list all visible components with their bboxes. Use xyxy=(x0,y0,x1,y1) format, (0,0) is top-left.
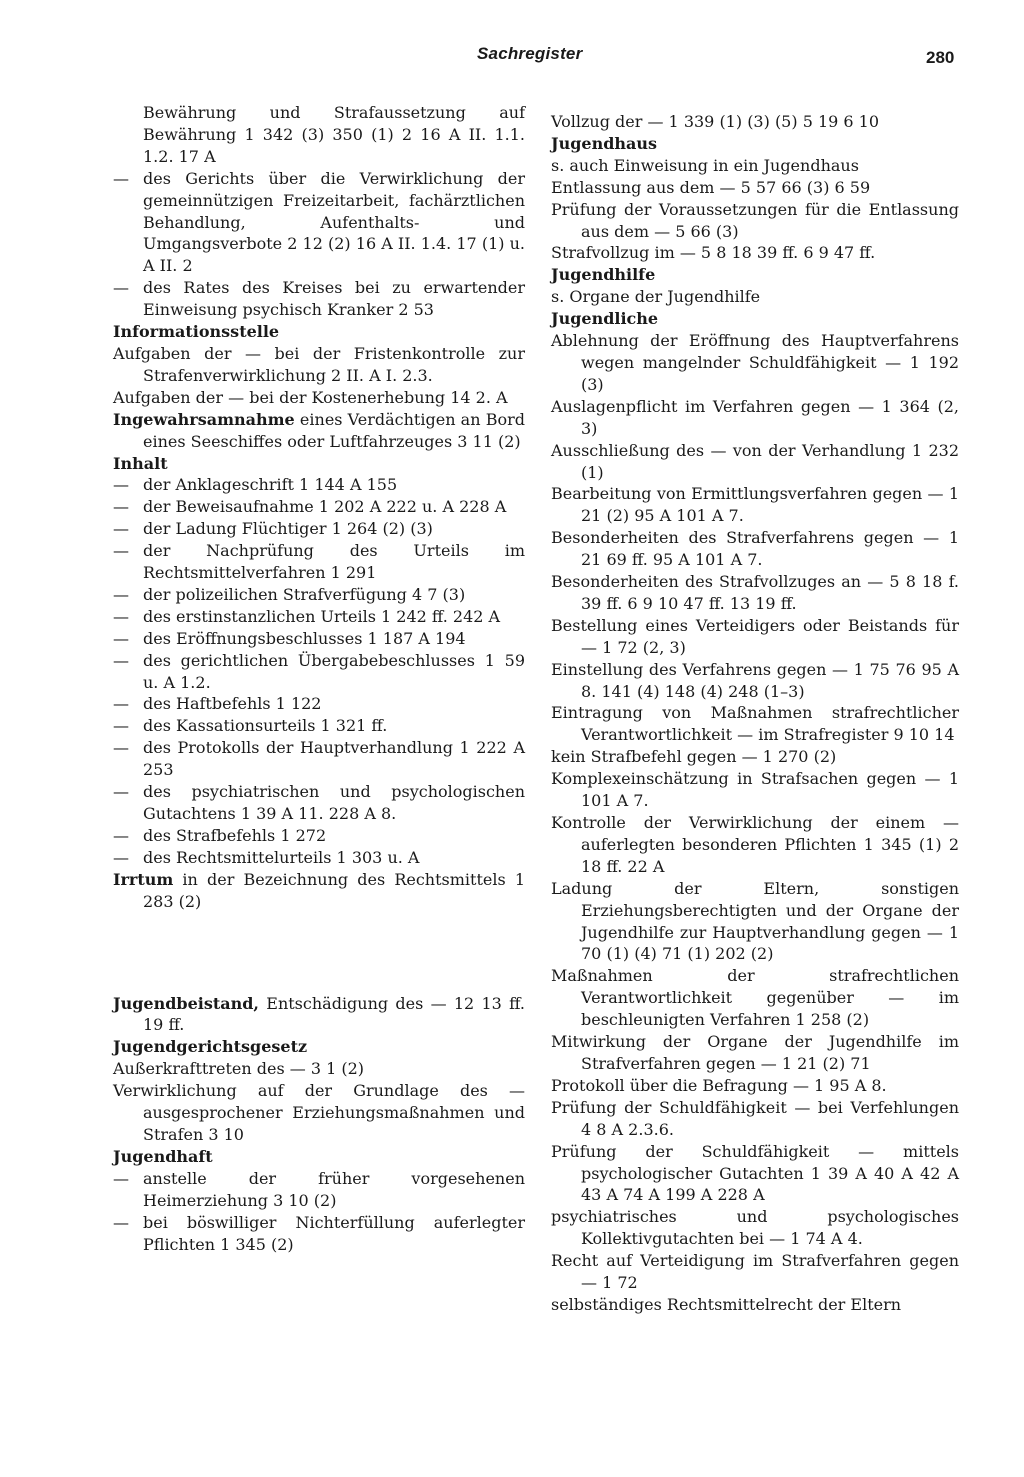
index-subentry: — des Kassationsurteils 1 321 ff. xyxy=(113,715,525,737)
index-entry: Prüfung der Schuldfähigkeit — mittels psychologischer Gutachten 1 39 A 40 A 42 A 43 A 74 A 199 A 228 A xyxy=(551,1141,959,1205)
index-entry: Komplexeinschätzung in Strafsachen gegen — 1 101 A 7. xyxy=(551,769,959,811)
index-subentry: — bei böswilliger Nichterfüllung auferlegter Pflichten 1 345 (2) xyxy=(113,1212,525,1256)
index-entry: Recht auf Verteidigung im Strafverfahren gegen — 1 72 xyxy=(551,1251,959,1293)
index-entry-text: in der Bezeichnung des Rechtsmittels 1 283 (2) xyxy=(143,869,525,911)
index-entry: Eintragung von Maßnahmen strafrechtlicher Verantwortlichkeit — im Strafregister 9 10 14 xyxy=(551,703,959,745)
index-subentry: — der Nachprüfung des Urteils im Rechtsmittelverfahren 1 291 xyxy=(113,540,525,584)
index-entry: Bewährung und Strafaussetzung auf Bewährung 1 342 (3) 350 (1) 2 16 A II. 1.1. 1.2. 17 A xyxy=(143,103,525,166)
index-entry: Mitwirkung der Organe der Jugendhilfe im Strafverfahren gegen — 1 21 (2) 71 xyxy=(551,1032,959,1073)
index-subentry: — der Ladung Flüchtiger 1 264 (2) (3) xyxy=(113,518,525,540)
index-entry: Außerkrafttreten des — 3 1 (2) xyxy=(113,1059,365,1079)
index-subentry: — des Gerichts über die Verwirklichung der gemeinnützigen Freizeitarbeit, fachärztlichen Behandlung, Aufenthalts- und Umgangsverbote 2 12 (2) 16 A II. 1.4. 17 (1) u. A II. 2 xyxy=(113,168,525,278)
index-entry-text: eines Verdächtigen an Bord eines Seeschiffes oder Luftfahrzeuges 3 11 (2) xyxy=(143,409,525,451)
index-entry: Kontrolle der Verwirklichung der einem — auferlegten besonderen Pflichten 1 345 (1) 2 18 ff. 22 A xyxy=(551,813,959,876)
index-entry: s. Organe der Jugendhilfe xyxy=(551,287,761,307)
index-subentry: — des gerichtlichen Übergabebeschlusses 1 59 u. A 1.2. xyxy=(113,650,525,694)
index-entry: Einstellung des Verfahrens gegen — 1 75 76 95 A 8. 141 (4) 148 (4) 248 (1–3) xyxy=(551,659,959,701)
index-heading: Jugendhaus xyxy=(551,133,658,153)
index-subentry: — der Anklageschrift 1 144 A 155 xyxy=(113,474,525,496)
index-heading: Inhalt xyxy=(113,453,168,473)
index-heading: Irrtum xyxy=(113,869,174,889)
index-entry: Besonderheiten des Strafverfahrens gegen — 1 21 69 ff. 95 A 101 A 7. xyxy=(551,528,959,570)
index-column-right xyxy=(551,111,959,1316)
index-entry: Prüfung der Schuldfähigkeit — bei Verfehlungen 4 8 A 2.3.6. xyxy=(551,1097,959,1139)
index-subentry: — der polizeilichen Strafverfügung 4 7 (3) xyxy=(113,584,525,606)
index-entry: s. auch Einweisung in ein Jugendhaus xyxy=(551,155,859,175)
index-subentry: — des Haftbefehls 1 122 xyxy=(113,693,525,715)
index-subentry: — des Rates des Kreises bei zu erwartender Einweisung psychisch Kranker 2 53 xyxy=(113,277,525,321)
index-entry-text: Entschädigung des — 12 13 ff. 19 ff. xyxy=(143,993,525,1035)
index-heading: Jugendhaft xyxy=(113,1146,213,1166)
index-entry: Bestellung eines Verteidigers oder Beistands für — 1 72 (2, 3) xyxy=(551,615,959,657)
index-subentry: — der Beweisaufnahme 1 202 A 222 u. A 228 A xyxy=(113,496,525,518)
index-heading: Jugendbeistand, xyxy=(113,993,259,1013)
index-entry: Prüfung der Voraussetzungen für die Entlassung aus dem — 5 66 (3) xyxy=(551,199,959,241)
index-subentry: — des erstinstanzlichen Urteils 1 242 ff. 242 A xyxy=(113,606,525,628)
index-subentry: — des psychiatrischen und psychologischen Gutachtens 1 39 A 11. 228 A 8. xyxy=(113,781,525,825)
index-entry: Ladung der Eltern, sonstigen Erziehungsberechtigten und der Organe der Jugendhilfe zur Hauptverhandlung gegen — 1 70 (1) (4) 71 (1) 202 (2) xyxy=(551,878,959,964)
index-entry-ingewahrsamnahme xyxy=(113,409,525,453)
index-entry: psychiatrisches und psychologisches Kollektivgutachten bei — 1 74 A 4. xyxy=(551,1207,959,1249)
index-entry: Bearbeitung von Ermittlungsverfahren gegen — 1 21 (2) 95 A 101 A 7. xyxy=(551,484,959,526)
index-entry: Vollzug der — 1 339 (1) (3) (5) 5 19 6 10 xyxy=(551,112,880,131)
index-entry: kein Strafbefehl gegen — 1 270 (2) xyxy=(551,747,837,767)
index-entry: Strafvollzug im — 5 8 18 39 ff. 6 9 47 ff. xyxy=(551,243,876,263)
index-entry: Ausschließung des — von der Verhandlung 1 232 (1) xyxy=(551,440,959,482)
index-entry: Entlassung aus dem — 5 57 66 (3) 6 59 xyxy=(551,177,871,197)
index-entry: Auslagenpflicht im Verfahren gegen — 1 364 (2, 3) xyxy=(551,396,959,438)
index-entry: Protokoll über die Befragung — 1 95 A 8. xyxy=(551,1075,887,1095)
index-entry: Aufgaben der — bei der Fristenkontrolle zur Strafenverwirklichung 2 II. A I. 2.3. xyxy=(113,343,525,385)
index-entry: Verwirklichung auf der Grundlage des — ausgesprochener Erziehungsmaßnahmen und Strafen 3 10 xyxy=(113,1081,525,1144)
index-subentry: — des Strafbefehls 1 272 xyxy=(113,825,525,847)
page-number: 280 xyxy=(926,48,955,67)
index-heading: Ingewahrsamnahme xyxy=(113,409,295,429)
index-column-left xyxy=(113,102,525,1255)
index-heading: Jugendhilfe xyxy=(551,265,656,285)
index-subentry: — des Rechtsmittelurteils 1 303 u. A xyxy=(113,847,525,869)
index-subentry: — des Protokolls der Hauptverhandlung 1 222 A 253 xyxy=(113,737,525,781)
index-entry-jugendbeistand xyxy=(113,993,525,1037)
index-entry-irrtum xyxy=(113,869,525,913)
index-entry: Maßnahmen der strafrechtlichen Verantwortlichkeit gegenüber — im beschleunigten Verfahren 1 258 (2) xyxy=(551,966,959,1030)
column-spacer xyxy=(113,913,525,993)
running-header-title: Sachregister xyxy=(477,44,583,63)
index-entry: Besonderheiten des Strafvollzuges an — 5 8 18 f. 39 ff. 6 9 10 47 ff. 13 19 ff. xyxy=(551,572,959,613)
index-entry: Aufgaben der — bei der Kostenerhebung 14 2. A xyxy=(113,387,508,407)
index-subentry: — anstelle der früher vorgesehenen Heimerziehung 3 10 (2) xyxy=(113,1168,525,1212)
index-subentry: — des Eröffnungsbeschlusses 1 187 A 194 xyxy=(113,628,525,650)
index-heading: Jugendliche xyxy=(551,309,659,329)
index-entry: Ablehnung der Eröffnung des Hauptverfahrens wegen mangelnder Schuldfähigkeit — 1 192 (3) xyxy=(551,331,959,394)
index-heading: Informationsstelle xyxy=(113,322,280,342)
index-heading: Jugendgerichtsgesetz xyxy=(113,1037,308,1057)
index-entry: selbständiges Rechtsmittelrecht der Eltern xyxy=(551,1294,902,1314)
